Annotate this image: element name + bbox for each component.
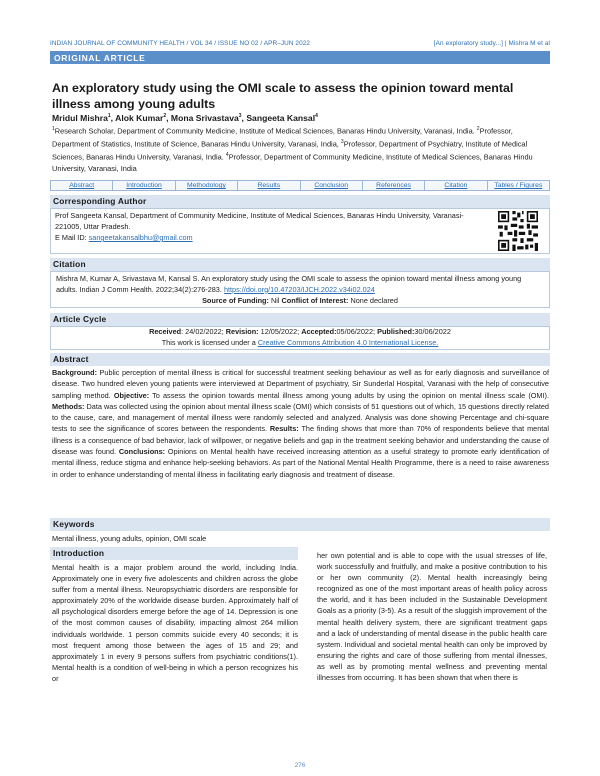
nav-link-introduction[interactable]: Introduction bbox=[113, 181, 175, 190]
journal-line: INDIAN JOURNAL OF COMMUNITY HEALTH / VOL 34 / ISSUE NO 02 / APR–JUN 2022 bbox=[50, 40, 311, 47]
nav-link-abstract[interactable]: Abstract bbox=[51, 181, 113, 190]
email-link[interactable]: sangeetakansalbhu@gmail.com bbox=[88, 233, 193, 242]
qr-code-icon bbox=[498, 211, 538, 251]
article-cycle-heading: Article Cycle bbox=[50, 313, 550, 326]
author-name: Alok Kumar bbox=[115, 113, 164, 123]
author-list: Mridul Mishra$^1$, Alok Kumar$^2$, Mona Srivastava$^3$, Sangeeta Kansal$^4$ bbox=[52, 113, 318, 123]
page-number: 276 bbox=[294, 762, 306, 769]
author-name: Sangeeta Kansal bbox=[246, 113, 316, 123]
affiliation: Research Scholar, Department of Community Medicine, Institute of Medical Sciences, Banaras Hindu University, Varanasi, India. bbox=[54, 126, 477, 136]
nav-link-references[interactable]: References bbox=[363, 181, 425, 190]
corresponding-author-heading: Corresponding Author bbox=[50, 195, 550, 208]
article-title: An exploratory study using the OMI scale to assess the opinion toward mental illness among young adults bbox=[52, 81, 514, 111]
introduction-column-left: Mental health is a major problem around the world, including India. Approximately one in every five adolescents and children across the globe suffer from a mental illness. Neuropsychiatric disorders are responsible for approximately 20% of the worldwide disease burden. Approximately half of all psychological disorders emerge before the age of 14. Depression is one of the most common causes of disability, impacting almost 264 million individuals worldwide. 1 person commits suicide every 40 seconds; it is most frequent among those between the ages of 15 and 29; and approximately 1 in every 9 persons suffers from psychiatric conditions(1). Mental health is a condition of well-being in which a person recognizes his or bbox=[52, 563, 298, 683]
corresponding-author-text: Prof Sangeeta Kansal, Department of Community Medicine, Institute of Medical Sciences, Banaras Hindu University, Varanasi- 221005, Uttar Pradesh. E Mail ID: sangeetakansalbhu@gmail.com bbox=[55, 211, 464, 242]
doi-link[interactable]: https://doi.org/10.47203/IJCH.2022.v34i02.024 bbox=[223, 284, 375, 294]
affiliation: Professor, Department of Statistics, Institute of Science, Banaras Hindu University, Varanasi, India, bbox=[52, 126, 513, 149]
license-link[interactable]: Creative Commons Attribution 4.0 International License. bbox=[257, 337, 439, 347]
article-cycle-box bbox=[50, 326, 550, 350]
citation-heading: Citation bbox=[50, 258, 550, 271]
affiliation: Professor, Department of Community Medicine, Institute of Medical Sciences, Banaras Hindu University, Varanasi, India bbox=[52, 152, 533, 174]
abstract-text: Background: Public perception of mental illness is critical for successful treatment seeking behaviour as well as for early diagnosis and surveillance of disease. Two hundred eleven young patients were interviewed at Department of psychiatry, Sir Sunderlal Hospital, Varanasi with the help of consecutive sampling method. Objective: To assess the opinion towards mental illness among young adults by using the opinion on mental illness scale (OMI). Methods: Data was collected using the opinion about mental illness scale (OMI) which consists of 51 questions out of which, 15 questions directly related to the cause, care, and management of mental illness were randomly selected and analyzed. Analysis was done showing Percentage and chi-square tests to see the significance of scores between the respondents. Results: The finding shows that more than 70% of respondents believe that mental illness is a consequence of bad behavior, lack of willpower, or negative beliefs and gap in the treatment seeking behavior and understanding the cause of disease was found. Conclusions: Opinions on Mental health have received increasing attention as a useful strategy to promote early identification of mental illness, reduce stigma and enhance help-seeking behaviors. As part of the National Mental Health Programme, there is a need to raise awareness in order to enhance understanding of mental illness in facilitating early diagnosis and treatment of disease. bbox=[52, 368, 550, 479]
running-title: [An exploratory study...] | Mishra M et al bbox=[433, 40, 550, 47]
article-type-banner: ORIGINAL ARTICLE bbox=[50, 51, 550, 64]
introduction-column-right: her own potential and is able to cope with the usual stresses of life, work successfully and fruitfully, and make a positive contribution to his or her own community (2). Mental health increasingly being recognized as one of the most important areas of health policy across the world, and it has been included in the Sustainable Development Goals as a priority (3-5). As a result of the sluggish improvement of the mental health delivery system, there are significant treatment gaps and a lack of understanding of mental disease in the public health care system. Individual and societal mental health can only be improved by ensuring the rights and care of those suffering from mental illnesses, as well as by promoting mental wellness and preventing mental illnesses from occurring. It has been shown that when there is bbox=[317, 551, 547, 683]
abstract-heading: Abstract bbox=[50, 353, 550, 366]
nav-link-methodology[interactable]: Methodology bbox=[176, 181, 238, 190]
author-name: Mona Srivastava bbox=[170, 113, 239, 123]
nav-link-citation[interactable]: Citation bbox=[425, 181, 487, 190]
affiliation: Professor, Department of Psychiatry, Institute of Medical Sciences, Banaras Hindu University, Varanasi, India. bbox=[52, 139, 528, 162]
citation-text: Mishra M, Kumar A, Srivastava M, Kansal S. An exploratory study using the OMI scale to assess the opinion toward mental illness among young adults. Indian J Comm Health. 2022;34(2):276-283. bbox=[56, 274, 522, 294]
citation-box bbox=[50, 271, 550, 308]
introduction-heading: Introduction bbox=[50, 547, 298, 560]
nav-link-results[interactable]: Results bbox=[238, 181, 300, 190]
keywords-text: Mental illness, young adults, opinion, OMI scale bbox=[52, 534, 207, 543]
affiliations: $^1$Research Scholar, Department of Community Medicine, Institute of Medical Sciences, Banaras Hindu University, Varanasi, India. $^2$Professor, Department of Statistics, Institute of Science, Banaras Hindu University, Varanasi, India, $^3$Professor, Department of Psychiatry, Institute of Medical Sciences, Banaras Hindu University, Varanasi, India. $^4$Professor, Department of Community Medicine, Institute of Medical Sciences, Banaras Hindu University, Varanasi, India bbox=[52, 126, 533, 174]
license-line: This work is licensed under a Creative Commons Attribution 4.0 International License. bbox=[161, 337, 439, 347]
nav-link-conclusion[interactable]: Conclusion bbox=[301, 181, 363, 190]
running-head bbox=[50, 40, 550, 50]
article-dates: Received: 24/02/2022; Revision: 12/05/2022; Accepted:05/06/2022; Published:30/06/2022 bbox=[149, 327, 451, 336]
keywords-heading: Keywords bbox=[50, 518, 550, 531]
nav-link-tables-figures[interactable]: Tables / Figures bbox=[494, 182, 543, 189]
author-name: Mridul Mishra bbox=[52, 113, 108, 123]
funding-line: Source of Funding: Nil Conflict of Interest: None declared bbox=[202, 295, 398, 305]
section-nav bbox=[50, 180, 550, 191]
